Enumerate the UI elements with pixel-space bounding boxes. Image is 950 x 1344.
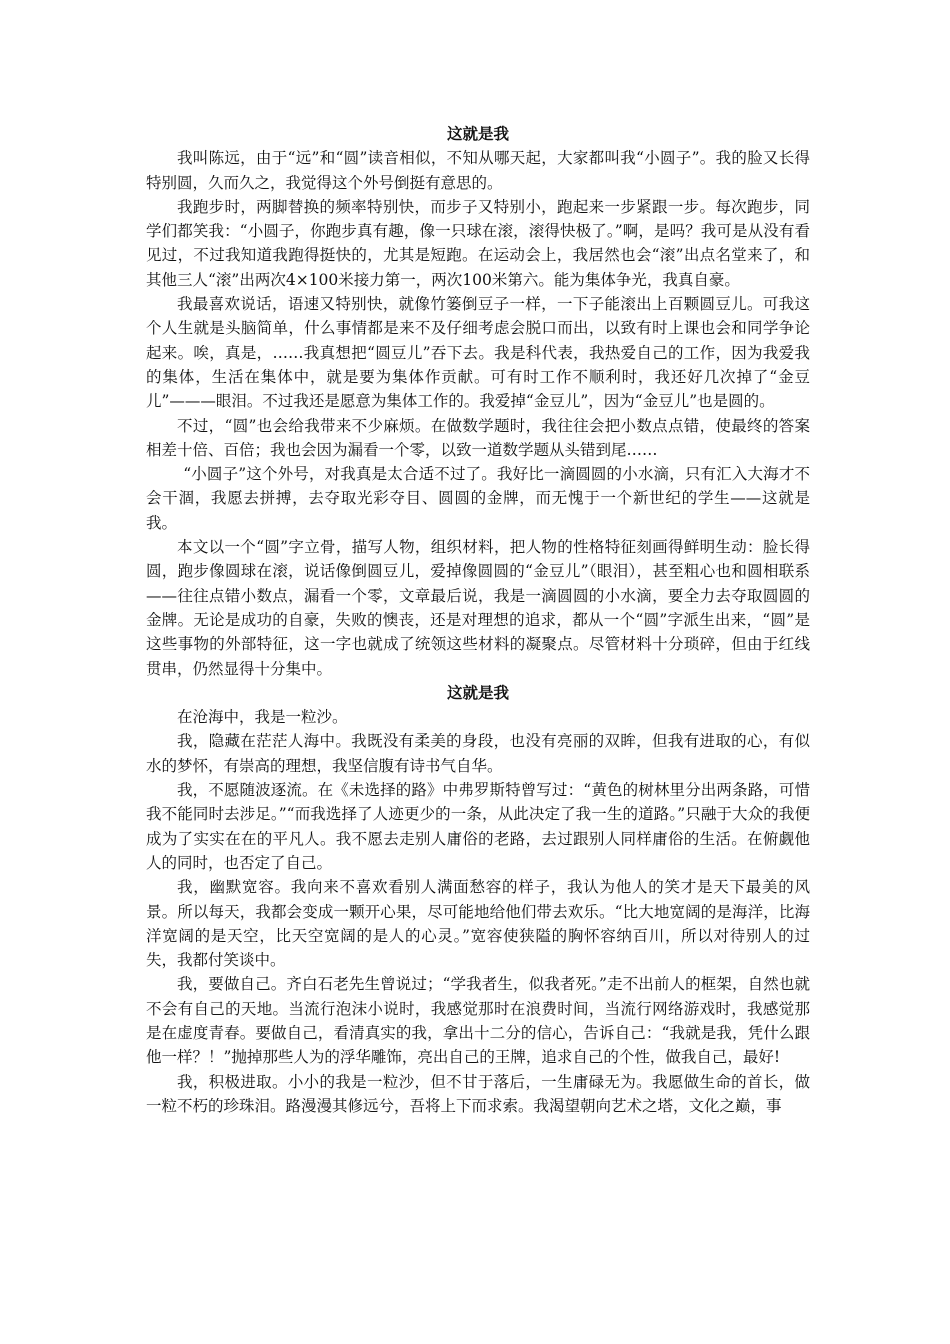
document-page xyxy=(146,122,810,1118)
essay-1-commentary: 本文以一个“圆”字立骨，描写人物，组织材料，把人物的性格特征刻画得鲜明生动：脸长得圆，跑步像圆球在滚，说话像倒圆豆儿，爱掉像圆圆的“金豆儿”（眼泪），甚至粗心也和圆相联系——往往点错小数点，漏看一个零，文章最后说，我是一滴圆圆的小水滴，要全力去夺取圆圆的金牌。无论是成功的自豪，失败的懊丧，还是对理想的追求，都从一个“圆”字派生出来，“圆”是这些事物的外部特征，这一字也就成了统领这些材料的凝聚点。尽管材料十分琐碎，但由于红线贯串，仍然显得十分集中。 xyxy=(146,538,810,678)
essay-2-paragraph-1: 在沧海中，我是一粒沙。 xyxy=(177,708,348,727)
essay-2-paragraph-3: 我，不愿随波逐流。在《未选择的路》中弗罗斯特曾写过：“黄色的树林里分出两条路，可惜我不能同时去涉足。”“而我选择了人迹更少的一条，从此决定了我一生的道路。”只融于大众的我便成为了实实在在的平凡人。我不愿去走别人庸俗的老路，去过跟别人同样庸俗的生活。在俯觑他人的同时，也否定了自己。 xyxy=(146,781,810,872)
essay-1-paragraph-5: “小圆子”这个外号，对我真是太合适不过了。我好比一滴圆圆的小水滴，只有汇入大海才不会干涸，我愿去拼搏，去夺取光彩夺目、圆圆的金牌，而无愧于一个新世纪的学生——这就是我。 xyxy=(146,465,810,532)
essay-1-title: 这就是我 xyxy=(446,124,509,143)
essay-2-paragraph-4: 我，幽默宽容。我向来不喜欢看别人满面愁容的样子，我认为他人的笑才是天下最美的风景。所以每天，我都会变成一颗开心果，尽可能地给他们带去欢乐。“比大地宽阔的是海洋，比海洋宽阔的是天空，比天空宽阔的是人的心灵。”宽容使狭隘的胸怀容纳百川，所以对待别人的过失，我都付笑谈中。 xyxy=(146,878,810,970)
essay-1-paragraph-2: 我跑步时，两脚替换的频率特别快，而步子又特别小，跑起来一步紧跟一步。每次跑步，同学们都笑我：“小圆子，你跑步真有趣，像一只球在滚，滚得快极了。”啊，是吗？我可是从没有看见过，不过我知道我跑得挺快的，尤其是短跑。在运动会上，我居然也会“滚”出点名堂来了，和其他三人“滚”出两次4×100米接力第一，两次100米第六。能为集体争光，我真自豪。 xyxy=(146,197,810,289)
essay-2-paragraph-5: 我，要做自己。齐白石老先生曾说过；“学我者生，似我者死。”走不出前人的框架，自然也就不会有自己的天地。当流行泡沫小说时，我感觉那时在浪费时间，当流行网络游戏时，我感觉那是在虚度青春。要做自己，看清真实的我，拿出十二分的信心，告诉自己：“我就是我，凭什么跟他一样？！”抛掉那些人为的浮华雕饰，亮出自己的王牌，追求自己的个性，做我自己，最好! xyxy=(146,975,810,1067)
essay-2-paragraph-2: 我，隐藏在茫茫人海中。我既没有柔美的身段，也没有亮丽的双眸，但我有进取的心，有似水的梦怀，有崇高的理想，我坚信腹有诗书气自华。 xyxy=(146,732,810,775)
essay-1-paragraph-3: 我最喜欢说话，语速又特别快，就像竹篓倒豆子一样，一下子能滚出上百颗圆豆儿。可我这个人生就是头脑简单，什么事情都是来不及仔细考虑会脱口而出，以致有时上课也会和同学争论起来。唉，真是，……我真想把“圆豆儿”吞下去。我是科代表，我热爱自己的工作，因为我爱我的集体，生活在集体中，就是要为集体作贡献。可有时工作不顺利时，我还好几次掉了“金豆儿”———眼泪。不过我还是愿意为集体工作的。我爱掉“金豆儿”，因为“金豆儿”也是圆的。 xyxy=(146,295,810,411)
essay-1-paragraph-4: 不过，“圆”也会给我带来不少麻烦。在做数学题时，我往往会把小数点点错，使最终的答案相差十倍、百倍；我也会因为漏看一个零，以致一道数学题从头错到尾…… xyxy=(146,416,810,459)
essay-2-title: 这就是我 xyxy=(446,682,509,702)
essay-2-paragraph-6: 我，积极进取。小小的我是一粒沙，但不甘于落后，一生庸碌无为。我愿做生命的首长，做一粒不朽的珍珠泪。路漫漫其修远兮，吾将上下而求索。我渴望朝向艺术之塔，文化之巅，事 xyxy=(146,1072,810,1115)
essay-1-paragraph-1: 我叫陈远，由于“远”和“圆”读音相似，不知从哪天起，大家都叫我“小圆子”。我的脸又长得特别圆，久而久之，我觉得这个外号倒挺有意思的。 xyxy=(146,149,810,192)
